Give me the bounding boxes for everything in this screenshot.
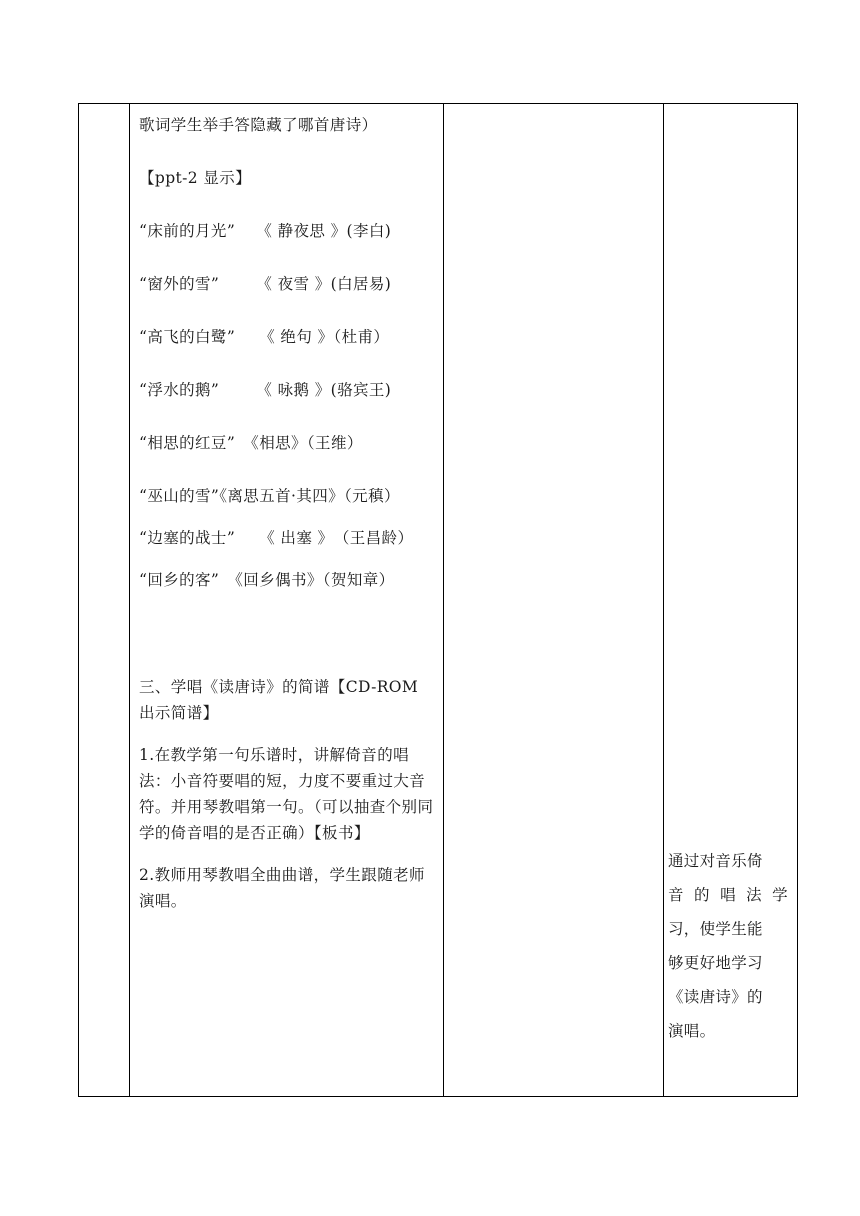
lesson-plan-table — [78, 103, 798, 1097]
poem-item: “床前的月光” 《 静夜思 》(李白) — [139, 222, 392, 240]
text-line: 歌词学生举手答隐藏了哪首唐诗） — [139, 116, 378, 134]
text-line: 【ppt-2 显示】 — [139, 169, 252, 187]
step-paragraph: 1.在教学第一句乐谱时，讲解倚音的唱法：小音符要唱的短，力度不要重过大音符。并用琴教唱第一句。（可以抽查个别同学的倚音唱的是否正确）【板书】 — [139, 746, 434, 842]
poem-item: “浮水的鹅” 《 咏鹅 》(骆宾王) — [139, 381, 392, 399]
column-divider — [663, 104, 664, 1096]
design-intent-cell — [668, 844, 788, 1048]
step-paragraph: 2.教师用琴教唱全曲曲谱，学生跟随老师演唱。 — [139, 866, 425, 910]
intent-line: 够更好地学习 — [668, 954, 763, 972]
poem-item: “高飞的白鹭” 《 绝句 》（杜甫） — [139, 328, 390, 346]
poem-item: “边塞的战士” 《 出塞 》 （王昌龄） — [139, 529, 414, 547]
poem-item: “相思的红豆” 《相思》（王维） — [139, 434, 363, 452]
intent-line: 演唱。 — [668, 1022, 716, 1040]
poem-item: “窗外的雪” 《 夜雪 》(白居易) — [139, 275, 392, 293]
intent-line: 音的唱法学 — [668, 886, 788, 904]
intent-line: 习，使学生能 — [668, 920, 763, 938]
intent-line: 通过对音乐倚 — [668, 852, 763, 870]
poem-item: “回乡的客” 《回乡偶书》（贺知章） — [139, 571, 395, 589]
blank-space — [139, 620, 434, 674]
teaching-process-cell — [130, 104, 442, 1096]
poem-item: “巫山的雪”《离思五首·其四》（元稹） — [139, 487, 400, 505]
intent-line: 《读唐诗》的 — [668, 988, 763, 1006]
section-heading: 三、学唱《读唐诗》的简谱【CD-ROM出示简谱】 — [139, 678, 419, 722]
column-divider — [443, 104, 444, 1096]
